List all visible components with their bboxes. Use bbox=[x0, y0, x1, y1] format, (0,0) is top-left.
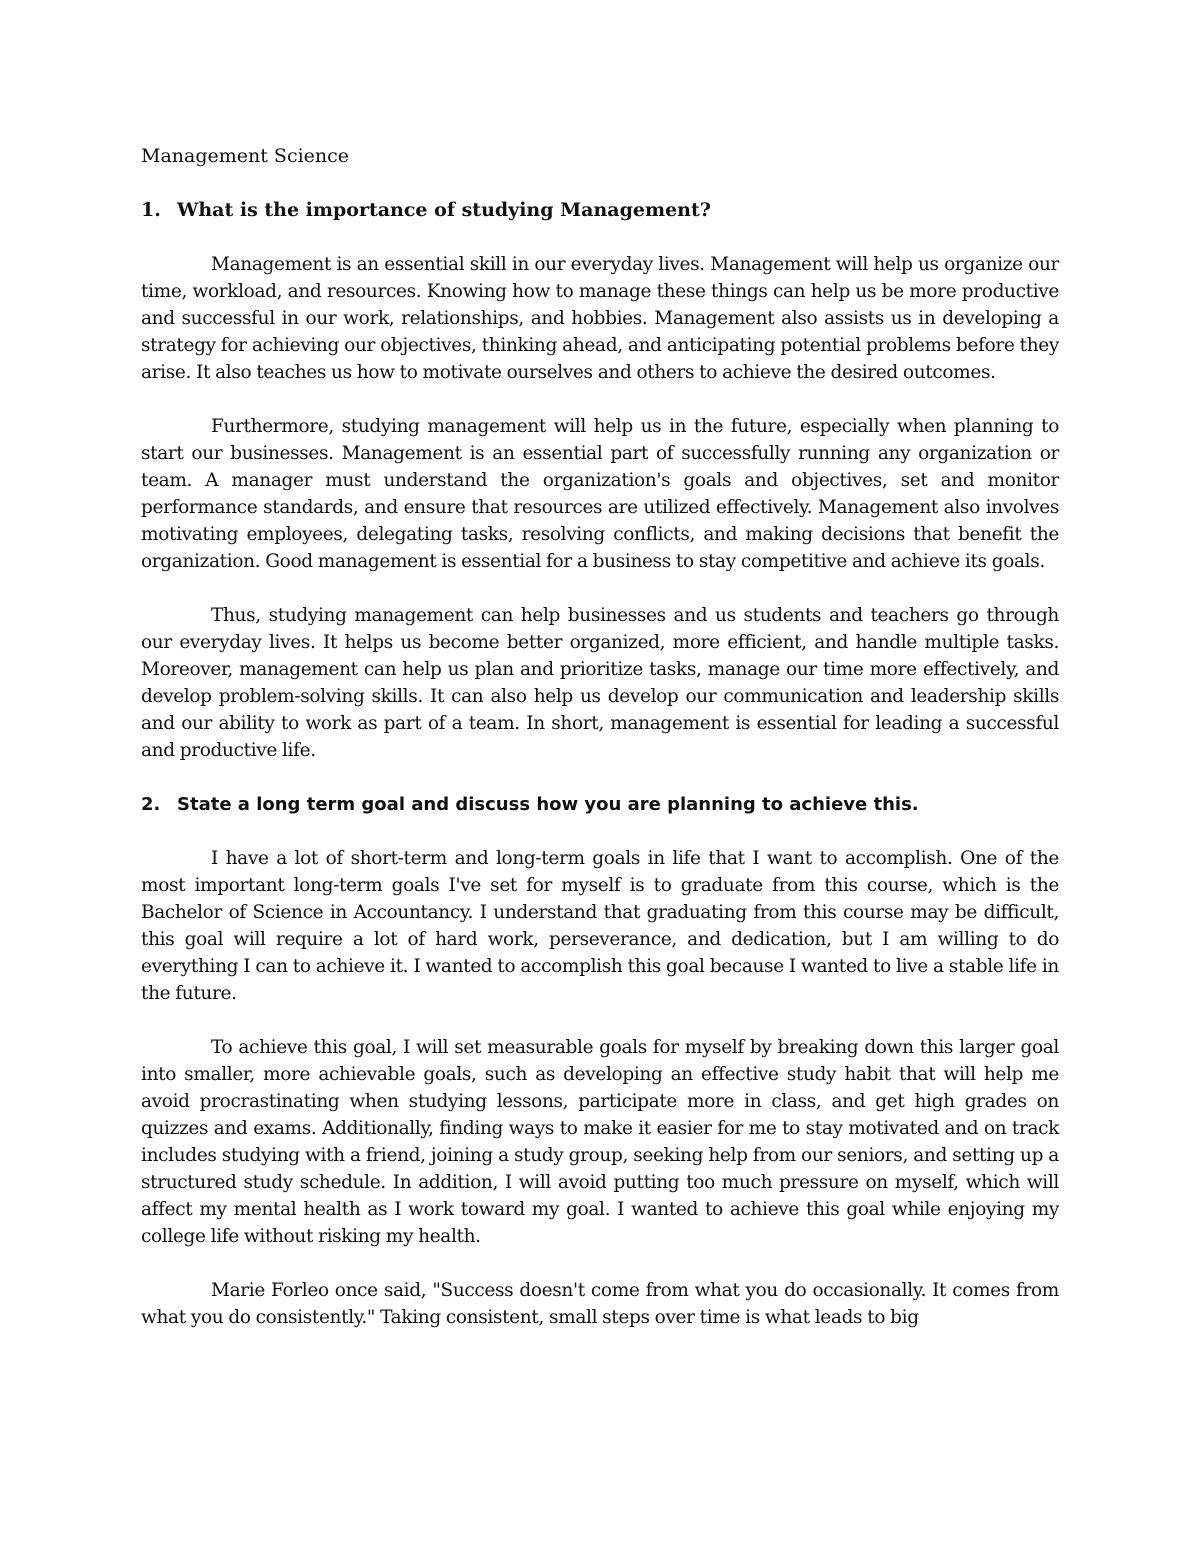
answer-2-paragraph-2: To achieve this goal, I will set measurable goals for myself by breaking down this larger goal into smaller, more achievable goals, such as developing an effective study habit that will help me avoid procrastinating when studying lessons, participate more in class, and get high grades on quizzes and exams. Additionally, finding ways to make it easier for me to stay motivated and on track includes studying with a friend, joining a study group, seeking help from our seniors, and setting up a structured study schedule. In addition, I will avoid putting too much pressure on myself, which will affect my mental health as I work toward my goal. I wanted to achieve this goal while enjoying my college life without risking my health. bbox=[141, 1037, 1059, 1247]
answer-2-paragraph-3: Marie Forleo once said, "Success doesn't come from what you do occasionally. It comes from what you do consistently." Taking consistent, small steps over time is what leads to big bbox=[141, 1280, 1059, 1328]
answer-1-paragraph-1: Management is an essential skill in our everyday lives. Management will help us organize our time, workload, and resources. Knowing how to manage these things can help us be more productive and successful in our work, relationships, and hobbies. Management also assists us in developing a strategy for achieving our objectives, thinking ahead, and anticipating potential problems before they arise. It also teaches us how to motivate ourselves and others to achieve the desired outcomes. bbox=[141, 254, 1059, 383]
question-text: State a long term goal and discuss how you are planning to achieve this. bbox=[177, 794, 919, 815]
document-title: Management Science bbox=[141, 145, 350, 167]
answer-1-paragraph-2: Furthermore, studying management will help us in the future, especially when planning to start our businesses. Management is an essential part of successfully running any organization or team. A manager must understand the organization's goals and objectives, set and monitor performance standards, and ensure that resources are utilized effectively. Management also involves motivating employees, delegating tasks, resolving conflicts, and making decisions that benefit the organization. Good management is essential for a business to stay competitive and achieve its goals. bbox=[141, 416, 1059, 572]
answer-2-paragraph-1: I have a lot of short-term and long-term goals in life that I want to accomplish. One of the most important long-term goals I've set for myself is to graduate from this course, which is the Bachelor of Science in Accountancy. I understand that graduating from this course may be difficult, this goal will require a lot of hard work, perseverance, and dedication, but I am willing to do everything I can to achieve it. I wanted to accomplish this goal because I wanted to live a stable life in the future. bbox=[141, 848, 1059, 1004]
question-1-heading bbox=[141, 197, 1059, 224]
question-text: What is the importance of studying Management? bbox=[177, 199, 711, 221]
answer-1-paragraph-3: Thus, studying management can help businesses and us students and teachers go through our everyday lives. It helps us become better organized, more efficient, and handle multiple tasks. Moreover, management can help us plan and prioritize tasks, manage our time more effectively, and develop problem-solving skills. It can also help us develop our communication and leadership skills and our ability to work as part of a team. In short, management is essential for leading a successful and productive life. bbox=[141, 605, 1059, 761]
question-number: 1. bbox=[141, 199, 161, 221]
document-body bbox=[141, 143, 1059, 1358]
question-number: 2. bbox=[141, 794, 161, 815]
question-2-heading bbox=[141, 791, 1059, 818]
